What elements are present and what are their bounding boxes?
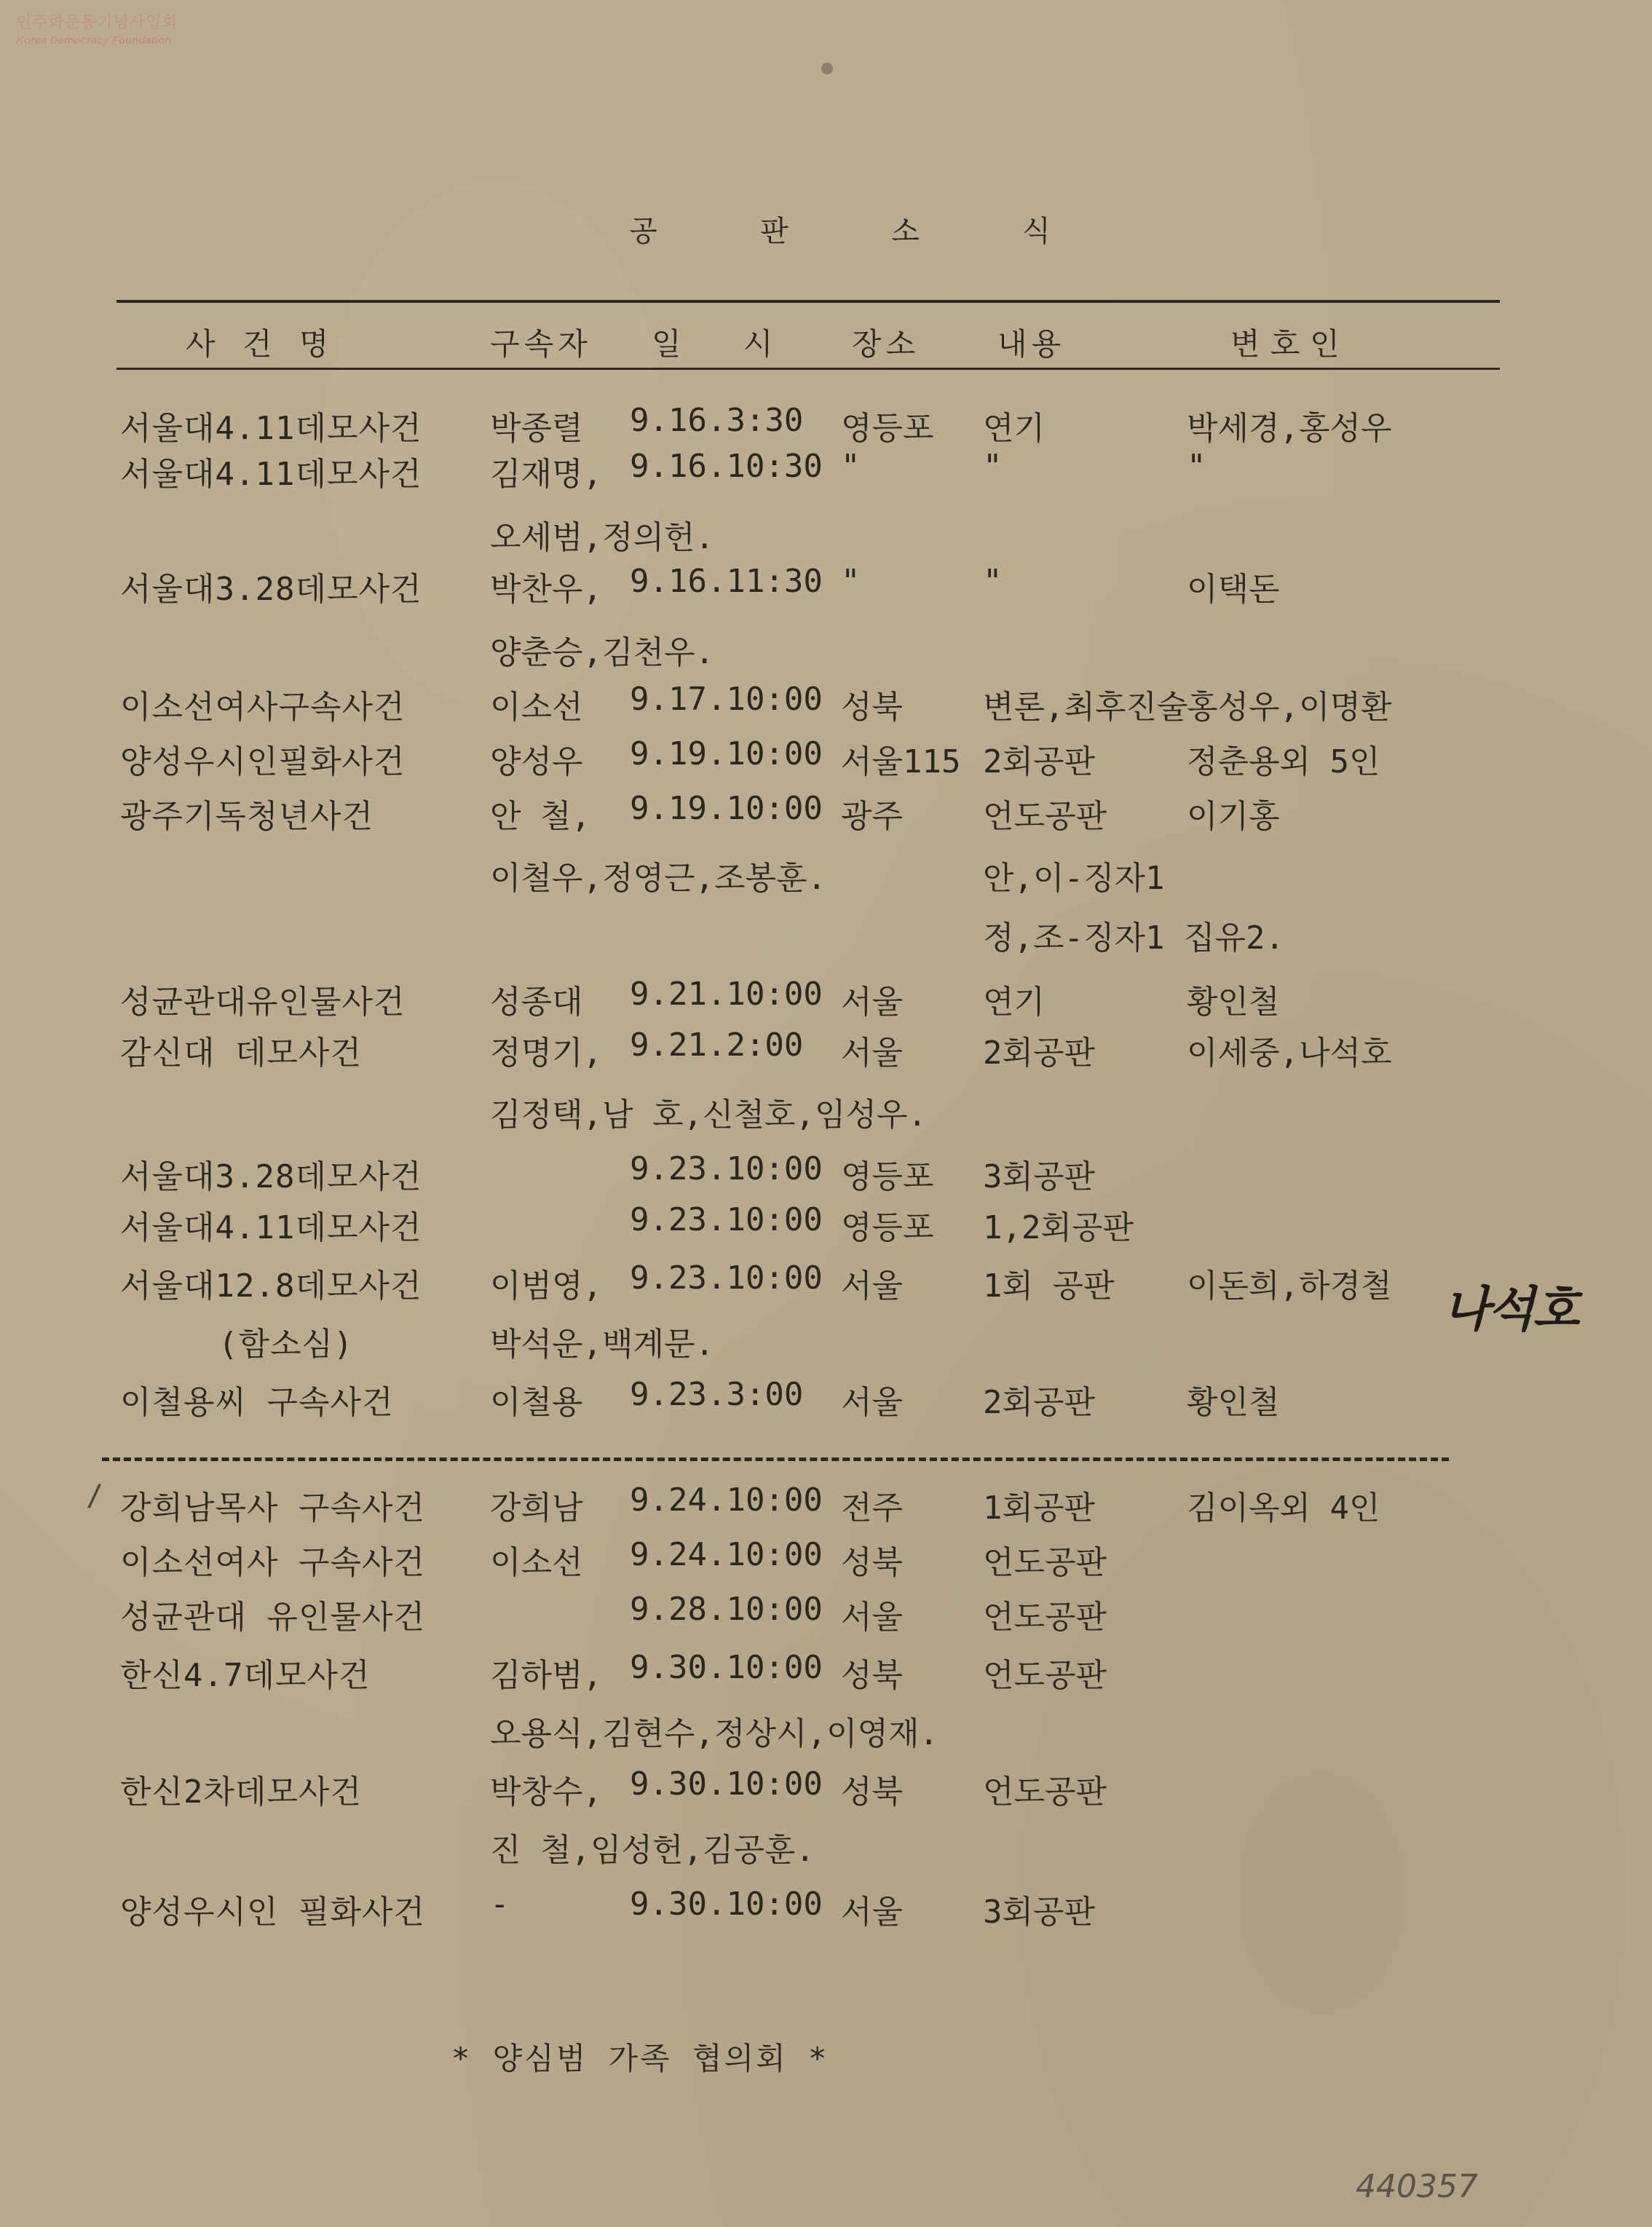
header-rule xyxy=(116,368,1500,370)
cell-case: 양성우시인필화사건 xyxy=(120,743,406,780)
cell-datetime: 9.16.10:30 xyxy=(630,448,823,485)
header-case: 사 건 명 xyxy=(186,326,333,362)
cell-place: 서울 xyxy=(841,1894,904,1931)
cell-lawyer: 홍성우,이명환 xyxy=(1187,689,1392,726)
cell-arrested: 정명기, xyxy=(490,1035,603,1072)
cell-content: 연기 xyxy=(983,410,1046,447)
cell-datetime: 9.23.10:00 xyxy=(630,1150,823,1187)
cell-case: 서울대3.28데모사건 xyxy=(120,571,422,608)
cell-content: 연기 xyxy=(983,984,1046,1021)
cell-place: 성북 xyxy=(841,1544,904,1581)
cell-datetime: 9.24.10:00 xyxy=(630,1536,823,1573)
cell-place: 서울 xyxy=(841,1599,904,1636)
cell-arrested: 이철우,정영근,조봉훈. xyxy=(490,860,827,897)
cell-case: 성균관대유인물사건 xyxy=(120,984,406,1021)
cell-datetime: 9.16.11:30 xyxy=(630,563,823,600)
cell-arrested: 이소선 xyxy=(490,1544,583,1581)
cell-arrested: 이철용 xyxy=(490,1384,583,1421)
cell-place: 광주 xyxy=(841,798,904,835)
cell-place: 서울 xyxy=(841,1267,904,1305)
cell-place: " xyxy=(841,448,861,485)
cell-case: 한신4.7데모사건 xyxy=(120,1657,371,1694)
cell-content: 언도공판 xyxy=(983,1657,1107,1694)
cell-arrested: 김재명, xyxy=(490,456,603,493)
cell-arrested: 진 철,임성헌,김공훈. xyxy=(490,1832,815,1869)
cell-arrested: 이범영, xyxy=(490,1267,603,1305)
cell-lawyer: " xyxy=(1187,448,1206,485)
cell-arrested: 강희남 xyxy=(490,1490,583,1527)
cell-datetime: 9.19.10:00 xyxy=(630,790,823,827)
cell-content: " xyxy=(983,448,1003,485)
cell-datetime: 9.21.2:00 xyxy=(630,1027,804,1064)
document-number: 440357 xyxy=(1356,2168,1478,2205)
cell-content: 언도공판 xyxy=(983,1773,1107,1811)
cell-place: 영등포 xyxy=(841,1158,934,1195)
cell-content: 언도공판 xyxy=(983,798,1107,835)
cell-content: 1회공판 xyxy=(983,1490,1096,1527)
top-rule xyxy=(116,300,1500,303)
cell-lawyer: 이기홍 xyxy=(1187,798,1280,835)
cell-datetime: 9.23.10:00 xyxy=(630,1201,823,1238)
cell-arrested: 양성우 xyxy=(490,743,583,780)
cell-case: 성균관대 유인물사건 xyxy=(120,1599,426,1636)
cell-arrested: - xyxy=(490,1886,510,1923)
cell-arrested: 성종대 xyxy=(490,984,583,1021)
cell-place: 서울 xyxy=(841,984,904,1021)
cell-datetime: 9.23.3:00 xyxy=(630,1376,804,1413)
cell-case: 서울대4.11데모사건 xyxy=(120,1209,422,1246)
cell-content: 1,2회공판 xyxy=(983,1209,1134,1246)
cell-place: 서울 xyxy=(841,1035,904,1072)
cell-content: 3회공판 xyxy=(983,1158,1096,1195)
cell-place: 서울115 xyxy=(841,743,961,780)
cell-case: 이소선여사구속사건 xyxy=(120,689,406,726)
cell-content: 변론,최후진술 xyxy=(983,689,1188,726)
cell-arrested: 김하범, xyxy=(490,1657,603,1694)
cell-place: 서울 xyxy=(841,1384,904,1421)
cell-case: 한신2차데모사건 xyxy=(120,1773,363,1811)
cell-arrested: 박찬우, xyxy=(490,571,603,608)
watermark-korean: 민주화운동기념사업회 xyxy=(16,14,178,32)
header-arrested: 구속자 xyxy=(490,326,592,362)
cell-arrested: 박종렬 xyxy=(490,410,583,447)
cell-arrested: 박석운,백계문. xyxy=(490,1326,715,1363)
cell-content: 2회공판 xyxy=(983,743,1096,780)
title-char: 식 xyxy=(1022,215,1052,248)
cell-lawyer: 이돈희,하경철 xyxy=(1187,1267,1392,1305)
cell-arrested: 오세범,정의헌. xyxy=(490,519,715,556)
cell-case: 서울대4.11데모사건 xyxy=(120,410,422,447)
watermark-english: Korea Democracy Foundation xyxy=(16,34,172,47)
header-content: 내용 xyxy=(997,326,1066,362)
cell-case: (함소심) xyxy=(218,1326,354,1363)
cell-place: 성북 xyxy=(841,1773,904,1811)
foundation-watermark xyxy=(16,10,178,47)
punch-hole-mark xyxy=(821,63,833,74)
cell-content: 1회 공판 xyxy=(983,1267,1115,1305)
cell-arrested: 양춘승,김천우. xyxy=(490,634,715,671)
cell-datetime: 9.28.10:00 xyxy=(630,1591,823,1628)
header-lawyer: 변호인 xyxy=(1230,326,1350,362)
cell-case: 양성우시인 필화사건 xyxy=(120,1894,426,1931)
cell-datetime: 9.30.10:00 xyxy=(630,1649,823,1686)
cell-datetime: 9.24.10:00 xyxy=(630,1482,823,1519)
cell-place: 성북 xyxy=(841,1657,904,1694)
cell-datetime: 9.30.10:00 xyxy=(630,1765,823,1803)
cell-lawyer: 박세경,홍성우 xyxy=(1187,410,1392,447)
cell-arrested: 오용식,김현수,정상시,이영재. xyxy=(490,1715,939,1752)
cell-arrested: 이소선 xyxy=(490,689,583,726)
title-char: 공 xyxy=(629,215,659,248)
title-char: 소 xyxy=(891,215,921,248)
title-char: 판 xyxy=(760,215,790,248)
cell-place: 성북 xyxy=(841,689,904,726)
cell-content: 정,조-징자1 집유2. xyxy=(983,919,1284,957)
cell-lawyer: 이택돈 xyxy=(1187,571,1280,608)
cell-case: 감신대 데모사건 xyxy=(120,1035,363,1072)
slash-mark: / xyxy=(86,1479,104,1513)
cell-case: 강희남목사 구속사건 xyxy=(120,1490,426,1527)
cell-content: 안,이-징자1 xyxy=(983,860,1165,897)
cell-place: 영등포 xyxy=(841,1209,934,1246)
cell-lawyer: 정춘용외 5인 xyxy=(1187,743,1380,780)
cell-lawyer: 이세중,나석호 xyxy=(1187,1035,1392,1072)
cell-content: 언도공판 xyxy=(983,1544,1107,1581)
cell-datetime: 9.23.10:00 xyxy=(630,1259,823,1297)
cell-case: 이소선여사 구속사건 xyxy=(120,1544,426,1581)
cell-content: 언도공판 xyxy=(983,1599,1107,1636)
cell-case: 서울대3.28데모사건 xyxy=(120,1158,422,1195)
footer-organization: * 양심범 가족 협의회 * xyxy=(451,2041,829,2076)
cell-place: 영등포 xyxy=(841,410,934,447)
cell-datetime: 9.16.3:30 xyxy=(630,402,804,439)
cell-content: 2회공판 xyxy=(983,1384,1096,1421)
cell-datetime: 9.17.10:00 xyxy=(630,681,823,718)
cell-content: 2회공판 xyxy=(983,1035,1096,1072)
cell-lawyer: 황인철 xyxy=(1187,984,1280,1021)
header-place: 장소 xyxy=(852,326,920,362)
cell-case: 광주기독청년사건 xyxy=(120,798,374,835)
cell-datetime: 9.21.10:00 xyxy=(630,976,823,1013)
cell-case: 서울대4.11데모사건 xyxy=(120,456,422,493)
dashed-separator xyxy=(102,1457,1449,1461)
cell-place: 전주 xyxy=(841,1490,904,1527)
cell-content: " xyxy=(983,563,1003,600)
cell-arrested: 안 철, xyxy=(490,798,590,835)
cell-arrested: 박창수, xyxy=(490,1773,603,1811)
cell-place: " xyxy=(841,563,861,600)
cell-content: 3회공판 xyxy=(983,1894,1096,1931)
cell-case: 이철용씨 구속사건 xyxy=(120,1384,394,1421)
cell-datetime: 9.30.10:00 xyxy=(630,1886,823,1923)
cell-datetime: 9.19.10:00 xyxy=(630,735,823,772)
cell-lawyer: 김이옥외 4인 xyxy=(1187,1490,1380,1527)
cell-case: 서울대12.8데모사건 xyxy=(120,1267,422,1305)
header-datetime: 일 시 xyxy=(652,326,795,362)
page-title xyxy=(0,208,1652,250)
cell-lawyer: 황인철 xyxy=(1187,1384,1280,1421)
cell-arrested: 김정택,남 호,신철호,임성우. xyxy=(490,1096,927,1134)
handwritten-note: 나석호 xyxy=(1443,1281,1578,1337)
